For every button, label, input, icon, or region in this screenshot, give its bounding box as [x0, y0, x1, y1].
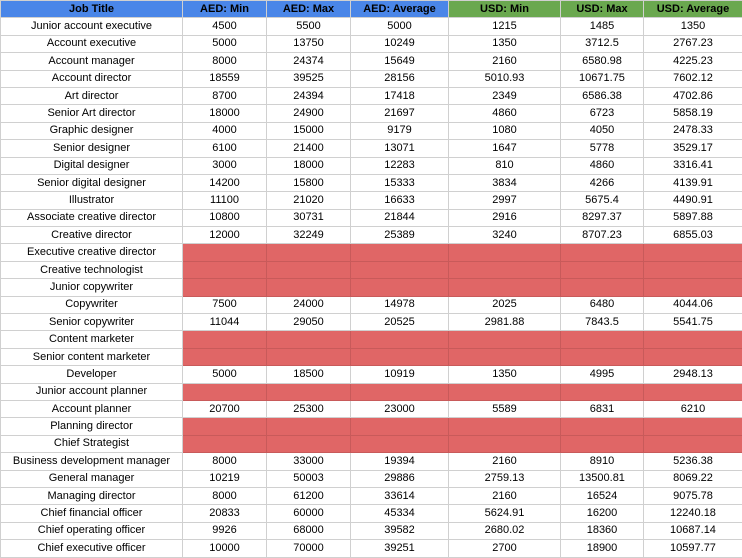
cell-aed-average[interactable]: 23000 — [351, 400, 449, 417]
cell-usd-average-missing[interactable] — [644, 383, 742, 400]
header-usd-average[interactable]: USD: Average — [644, 1, 742, 18]
cell-aed-max[interactable]: 70000 — [267, 540, 351, 557]
cell-usd-min[interactable]: 1080 — [449, 122, 561, 139]
cell-usd-min[interactable]: 2025 — [449, 296, 561, 313]
cell-usd-min[interactable]: 5624.91 — [449, 505, 561, 522]
cell-aed-max-missing[interactable] — [267, 418, 351, 435]
cell-usd-average[interactable]: 4139.91 — [644, 174, 742, 191]
cell-usd-average[interactable]: 2948.13 — [644, 366, 742, 383]
header-aed-min[interactable]: AED: Min — [183, 1, 267, 18]
cell-aed-max[interactable]: 15000 — [267, 122, 351, 139]
cell-job-title[interactable]: Senior copywriter — [1, 314, 183, 331]
cell-usd-min[interactable]: 2680.02 — [449, 522, 561, 539]
cell-job-title[interactable]: Senior content marketer — [1, 348, 183, 365]
cell-aed-min-missing[interactable] — [183, 331, 267, 348]
cell-usd-max[interactable]: 7843.5 — [561, 314, 644, 331]
cell-aed-max[interactable]: 5500 — [267, 18, 351, 35]
cell-usd-average[interactable]: 4490.91 — [644, 192, 742, 209]
cell-usd-max-missing[interactable] — [561, 348, 644, 365]
cell-aed-average[interactable]: 19394 — [351, 453, 449, 470]
cell-aed-min-missing[interactable] — [183, 244, 267, 261]
cell-aed-max[interactable]: 24394 — [267, 87, 351, 104]
cell-aed-average-missing[interactable] — [351, 348, 449, 365]
cell-usd-max-missing[interactable] — [561, 279, 644, 296]
table-row — [1, 105, 742, 122]
cell-aed-max[interactable]: 24900 — [267, 105, 351, 122]
cell-usd-max[interactable]: 10671.75 — [561, 70, 644, 87]
cell-aed-min[interactable]: 8700 — [183, 87, 267, 104]
cell-aed-average[interactable]: 33614 — [351, 487, 449, 504]
cell-aed-min[interactable]: 8000 — [183, 487, 267, 504]
cell-aed-max[interactable]: 39525 — [267, 70, 351, 87]
cell-usd-min[interactable]: 2997 — [449, 192, 561, 209]
cell-usd-average[interactable]: 6855.03 — [644, 227, 742, 244]
cell-usd-average-missing[interactable] — [644, 279, 742, 296]
cell-aed-max[interactable]: 33000 — [267, 453, 351, 470]
cell-usd-min-missing[interactable] — [449, 348, 561, 365]
cell-usd-max[interactable]: 8910 — [561, 453, 644, 470]
table-row — [1, 192, 742, 209]
cell-usd-max[interactable]: 4995 — [561, 366, 644, 383]
cell-usd-max[interactable]: 4860 — [561, 157, 644, 174]
cell-usd-average[interactable]: 6210 — [644, 400, 742, 417]
cell-usd-max[interactable]: 6580.98 — [561, 53, 644, 70]
cell-usd-average-missing[interactable] — [644, 435, 742, 452]
cell-usd-min[interactable]: 1350 — [449, 366, 561, 383]
cell-aed-average[interactable]: 17418 — [351, 87, 449, 104]
cell-aed-average-missing[interactable] — [351, 244, 449, 261]
cell-job-title[interactable]: Illustrator — [1, 192, 183, 209]
cell-usd-min-missing[interactable] — [449, 331, 561, 348]
cell-aed-average[interactable]: 28156 — [351, 70, 449, 87]
table-row — [1, 244, 742, 261]
cell-aed-min-missing[interactable] — [183, 418, 267, 435]
cell-job-title[interactable]: General manager — [1, 470, 183, 487]
cell-job-title[interactable]: Account manager — [1, 53, 183, 70]
table-row — [1, 383, 742, 400]
cell-job-title[interactable]: Junior account executive — [1, 18, 183, 35]
cell-usd-average[interactable]: 5541.75 — [644, 314, 742, 331]
cell-usd-max[interactable]: 16200 — [561, 505, 644, 522]
table-row — [1, 348, 742, 365]
cell-usd-average[interactable]: 4702.86 — [644, 87, 742, 104]
cell-usd-min-missing[interactable] — [449, 279, 561, 296]
cell-job-title[interactable]: Digital designer — [1, 157, 183, 174]
cell-usd-max[interactable]: 6480 — [561, 296, 644, 313]
table-header — [1, 1, 742, 18]
cell-usd-average[interactable]: 9075.78 — [644, 487, 742, 504]
table-row — [1, 122, 742, 139]
cell-aed-min[interactable]: 18559 — [183, 70, 267, 87]
cell-usd-min[interactable]: 2349 — [449, 87, 561, 104]
cell-usd-average-missing[interactable] — [644, 348, 742, 365]
cell-aed-average[interactable]: 39582 — [351, 522, 449, 539]
cell-usd-average[interactable]: 4044.06 — [644, 296, 742, 313]
cell-job-title[interactable]: Content marketer — [1, 331, 183, 348]
cell-aed-average[interactable]: 10249 — [351, 35, 449, 52]
cell-usd-min[interactable]: 4860 — [449, 105, 561, 122]
cell-job-title[interactable]: Executive creative director — [1, 244, 183, 261]
cell-job-title[interactable]: Managing director — [1, 487, 183, 504]
cell-usd-max-missing[interactable] — [561, 244, 644, 261]
table-row — [1, 400, 742, 417]
cell-usd-min[interactable]: 2160 — [449, 487, 561, 504]
cell-aed-average[interactable]: 29886 — [351, 470, 449, 487]
cell-aed-average[interactable]: 14978 — [351, 296, 449, 313]
cell-aed-average[interactable]: 21697 — [351, 105, 449, 122]
table-row — [1, 209, 742, 226]
cell-usd-average[interactable]: 5897.88 — [644, 209, 742, 226]
cell-aed-average[interactable]: 20525 — [351, 314, 449, 331]
cell-usd-average[interactable]: 5858.19 — [644, 105, 742, 122]
cell-usd-min-missing[interactable] — [449, 244, 561, 261]
cell-aed-max[interactable]: 24000 — [267, 296, 351, 313]
cell-usd-min[interactable]: 5589 — [449, 400, 561, 417]
cell-usd-max[interactable]: 3712.5 — [561, 35, 644, 52]
cell-aed-average[interactable]: 21844 — [351, 209, 449, 226]
cell-usd-min[interactable]: 2700 — [449, 540, 561, 557]
cell-aed-max[interactable]: 29050 — [267, 314, 351, 331]
cell-usd-max-missing[interactable] — [561, 331, 644, 348]
cell-usd-average[interactable]: 10687.14 — [644, 522, 742, 539]
cell-usd-min-missing[interactable] — [449, 435, 561, 452]
cell-usd-max[interactable]: 18360 — [561, 522, 644, 539]
cell-usd-max-missing[interactable] — [561, 261, 644, 278]
cell-usd-min[interactable]: 2981.88 — [449, 314, 561, 331]
table-row — [1, 366, 742, 383]
cell-usd-average-missing[interactable] — [644, 261, 742, 278]
cell-job-title[interactable]: Developer — [1, 366, 183, 383]
cell-aed-max[interactable]: 25300 — [267, 400, 351, 417]
table-row — [1, 314, 742, 331]
cell-aed-max[interactable]: 30731 — [267, 209, 351, 226]
cell-aed-min[interactable]: 20833 — [183, 505, 267, 522]
cell-aed-min[interactable]: 12000 — [183, 227, 267, 244]
cell-usd-max[interactable]: 8707.23 — [561, 227, 644, 244]
cell-aed-min-missing[interactable] — [183, 279, 267, 296]
header-usd-max[interactable]: USD: Max — [561, 1, 644, 18]
table-row — [1, 261, 742, 278]
header-aed-max[interactable]: AED: Max — [267, 1, 351, 18]
table-row — [1, 157, 742, 174]
table-row — [1, 140, 742, 157]
cell-job-title[interactable]: Senior Art director — [1, 105, 183, 122]
cell-aed-min[interactable]: 14200 — [183, 174, 267, 191]
cell-usd-min[interactable]: 810 — [449, 157, 561, 174]
cell-aed-average[interactable]: 16633 — [351, 192, 449, 209]
header-row — [1, 1, 742, 18]
cell-job-title[interactable]: Creative director — [1, 227, 183, 244]
cell-aed-average-missing[interactable] — [351, 435, 449, 452]
cell-aed-min[interactable]: 5000 — [183, 35, 267, 52]
cell-aed-average[interactable]: 25389 — [351, 227, 449, 244]
cell-usd-average[interactable]: 3529.17 — [644, 140, 742, 157]
cell-usd-average[interactable]: 8069.22 — [644, 470, 742, 487]
cell-usd-max[interactable]: 6831 — [561, 400, 644, 417]
table-row — [1, 522, 742, 539]
cell-aed-max[interactable]: 68000 — [267, 522, 351, 539]
cell-usd-average-missing[interactable] — [644, 418, 742, 435]
cell-aed-average[interactable]: 5000 — [351, 18, 449, 35]
cell-aed-min[interactable]: 10219 — [183, 470, 267, 487]
cell-aed-average[interactable]: 39251 — [351, 540, 449, 557]
table-row — [1, 227, 742, 244]
cell-aed-max-missing[interactable] — [267, 331, 351, 348]
table-row — [1, 87, 742, 104]
cell-aed-max-missing[interactable] — [267, 279, 351, 296]
cell-aed-average[interactable]: 12283 — [351, 157, 449, 174]
cell-aed-min[interactable]: 11044 — [183, 314, 267, 331]
cell-aed-min[interactable]: 8000 — [183, 453, 267, 470]
cell-aed-max[interactable]: 21020 — [267, 192, 351, 209]
cell-usd-min[interactable]: 3834 — [449, 174, 561, 191]
cell-job-title[interactable]: Senior digital designer — [1, 174, 183, 191]
cell-job-title[interactable]: Chief financial officer — [1, 505, 183, 522]
cell-aed-min[interactable]: 11100 — [183, 192, 267, 209]
cell-aed-min[interactable]: 9926 — [183, 522, 267, 539]
table-row — [1, 540, 742, 557]
cell-aed-max-missing[interactable] — [267, 348, 351, 365]
table-row — [1, 505, 742, 522]
cell-aed-min-missing[interactable] — [183, 435, 267, 452]
cell-job-title[interactable]: Creative technologist — [1, 261, 183, 278]
cell-usd-average[interactable]: 2767.23 — [644, 35, 742, 52]
cell-aed-min[interactable]: 4500 — [183, 18, 267, 35]
cell-aed-min[interactable]: 8000 — [183, 53, 267, 70]
cell-aed-max[interactable]: 61200 — [267, 487, 351, 504]
table-row — [1, 174, 742, 191]
cell-usd-min[interactable]: 1350 — [449, 35, 561, 52]
cell-job-title[interactable]: Account planner — [1, 400, 183, 417]
cell-aed-min[interactable]: 10000 — [183, 540, 267, 557]
cell-usd-average[interactable]: 10597.77 — [644, 540, 742, 557]
cell-aed-max[interactable]: 18500 — [267, 366, 351, 383]
cell-aed-average[interactable]: 45334 — [351, 505, 449, 522]
cell-aed-max[interactable]: 13750 — [267, 35, 351, 52]
cell-job-title[interactable]: Graphic designer — [1, 122, 183, 139]
cell-aed-min[interactable]: 5000 — [183, 366, 267, 383]
cell-usd-max[interactable]: 16524 — [561, 487, 644, 504]
cell-usd-max-missing[interactable] — [561, 435, 644, 452]
cell-aed-max[interactable]: 32249 — [267, 227, 351, 244]
cell-aed-max[interactable]: 21400 — [267, 140, 351, 157]
table-row — [1, 53, 742, 70]
table-row — [1, 470, 742, 487]
cell-aed-max-missing[interactable] — [267, 244, 351, 261]
table-row — [1, 279, 742, 296]
cell-usd-max-missing[interactable] — [561, 383, 644, 400]
cell-aed-min[interactable]: 20700 — [183, 400, 267, 417]
cell-usd-min-missing[interactable] — [449, 418, 561, 435]
cell-usd-min[interactable]: 1215 — [449, 18, 561, 35]
cell-job-title[interactable]: Chief executive officer — [1, 540, 183, 557]
cell-aed-average-missing[interactable] — [351, 261, 449, 278]
cell-usd-max[interactable]: 4050 — [561, 122, 644, 139]
cell-aed-min[interactable]: 6100 — [183, 140, 267, 157]
cell-aed-max[interactable]: 24374 — [267, 53, 351, 70]
cell-usd-max[interactable]: 6586.38 — [561, 87, 644, 104]
cell-aed-average-missing[interactable] — [351, 279, 449, 296]
cell-job-title[interactable]: Art director — [1, 87, 183, 104]
table-row — [1, 70, 742, 87]
cell-job-title[interactable]: Planning director — [1, 418, 183, 435]
cell-usd-average[interactable]: 5236.38 — [644, 453, 742, 470]
cell-aed-max-missing[interactable] — [267, 261, 351, 278]
cell-usd-max[interactable]: 8297.37 — [561, 209, 644, 226]
cell-usd-max[interactable]: 6723 — [561, 105, 644, 122]
header-job-title[interactable]: Job Title — [1, 1, 183, 18]
cell-aed-min[interactable]: 10800 — [183, 209, 267, 226]
cell-aed-average[interactable]: 15333 — [351, 174, 449, 191]
table-row — [1, 296, 742, 313]
cell-aed-min-missing[interactable] — [183, 261, 267, 278]
cell-aed-average[interactable]: 10919 — [351, 366, 449, 383]
cell-usd-max-missing[interactable] — [561, 418, 644, 435]
cell-job-title[interactable]: Junior copywriter — [1, 279, 183, 296]
cell-job-title[interactable]: Chief Strategist — [1, 435, 183, 452]
cell-usd-max[interactable]: 5778 — [561, 140, 644, 157]
table-row — [1, 18, 742, 35]
cell-usd-min[interactable]: 5010.93 — [449, 70, 561, 87]
cell-usd-min[interactable]: 2759.13 — [449, 470, 561, 487]
cell-job-title[interactable]: Copywriter — [1, 296, 183, 313]
cell-usd-average[interactable]: 3316.41 — [644, 157, 742, 174]
cell-usd-min[interactable]: 3240 — [449, 227, 561, 244]
cell-usd-min[interactable]: 2160 — [449, 53, 561, 70]
cell-job-title[interactable]: Account director — [1, 70, 183, 87]
cell-aed-average[interactable]: 9179 — [351, 122, 449, 139]
cell-usd-average-missing[interactable] — [644, 244, 742, 261]
cell-usd-average-missing[interactable] — [644, 331, 742, 348]
table-body — [1, 18, 742, 557]
cell-job-title[interactable]: Chief operating officer — [1, 522, 183, 539]
header-usd-min[interactable]: USD: Min — [449, 1, 561, 18]
cell-usd-min-missing[interactable] — [449, 261, 561, 278]
cell-aed-max[interactable]: 18000 — [267, 157, 351, 174]
cell-job-title[interactable]: Account executive — [1, 35, 183, 52]
cell-job-title[interactable]: Junior account planner — [1, 383, 183, 400]
cell-aed-min[interactable]: 3000 — [183, 157, 267, 174]
cell-aed-average-missing[interactable] — [351, 383, 449, 400]
cell-usd-average[interactable]: 4225.23 — [644, 53, 742, 70]
cell-aed-min-missing[interactable] — [183, 383, 267, 400]
cell-usd-average[interactable]: 2478.33 — [644, 122, 742, 139]
cell-job-title[interactable]: Associate creative director — [1, 209, 183, 226]
cell-usd-average[interactable]: 12240.18 — [644, 505, 742, 522]
cell-job-title[interactable]: Senior designer — [1, 140, 183, 157]
cell-aed-min-missing[interactable] — [183, 348, 267, 365]
cell-usd-max[interactable]: 1485 — [561, 18, 644, 35]
cell-usd-max[interactable]: 18900 — [561, 540, 644, 557]
table-row — [1, 435, 742, 452]
cell-aed-max[interactable]: 15800 — [267, 174, 351, 191]
cell-aed-max-missing[interactable] — [267, 383, 351, 400]
cell-usd-min[interactable]: 2916 — [449, 209, 561, 226]
cell-usd-average[interactable]: 1350 — [644, 18, 742, 35]
table-row — [1, 35, 742, 52]
cell-usd-max[interactable]: 4266 — [561, 174, 644, 191]
cell-aed-average-missing[interactable] — [351, 418, 449, 435]
cell-aed-min[interactable]: 18000 — [183, 105, 267, 122]
cell-aed-average[interactable]: 13071 — [351, 140, 449, 157]
cell-job-title[interactable]: Business development manager — [1, 453, 183, 470]
cell-usd-min[interactable]: 1647 — [449, 140, 561, 157]
header-aed-average[interactable]: AED: Average — [351, 1, 449, 18]
cell-aed-average[interactable]: 15649 — [351, 53, 449, 70]
cell-usd-max[interactable]: 13500.81 — [561, 470, 644, 487]
table-row — [1, 487, 742, 504]
cell-aed-max[interactable]: 50003 — [267, 470, 351, 487]
cell-usd-average[interactable]: 7602.12 — [644, 70, 742, 87]
cell-aed-min[interactable]: 7500 — [183, 296, 267, 313]
cell-usd-max[interactable]: 5675.4 — [561, 192, 644, 209]
cell-aed-average-missing[interactable] — [351, 331, 449, 348]
cell-usd-min-missing[interactable] — [449, 383, 561, 400]
table-row — [1, 418, 742, 435]
cell-aed-max-missing[interactable] — [267, 435, 351, 452]
cell-aed-max[interactable]: 60000 — [267, 505, 351, 522]
table-row — [1, 453, 742, 470]
cell-aed-min[interactable]: 4000 — [183, 122, 267, 139]
cell-usd-min[interactable]: 2160 — [449, 453, 561, 470]
table-row — [1, 331, 742, 348]
